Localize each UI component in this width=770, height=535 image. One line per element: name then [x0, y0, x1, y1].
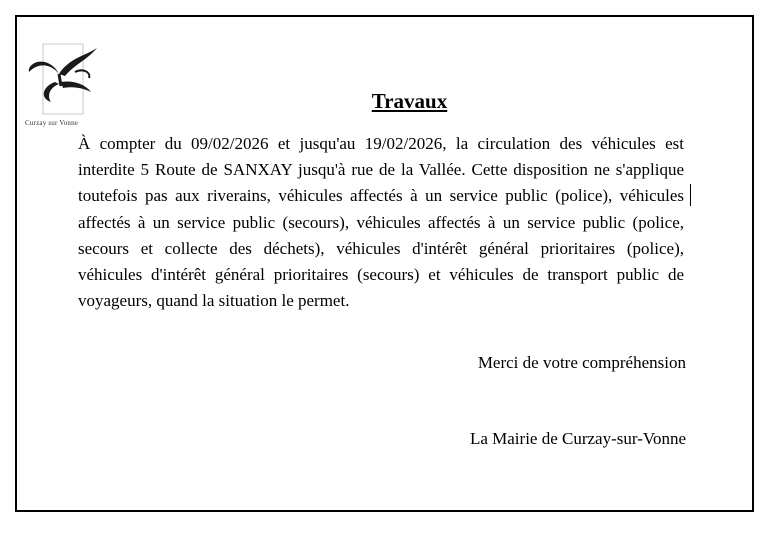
logo-caption: Curzay sur Vonne	[25, 119, 79, 127]
thanks-line: Merci de votre compréhension	[477, 353, 686, 372]
notice-frame	[15, 15, 754, 512]
signature-line: La Mairie de Curzay-sur-Vonne	[469, 429, 686, 448]
notice-title: Travaux	[371, 89, 448, 113]
text-cursor	[690, 184, 691, 206]
notice-body: À compter du 09/02/2026 et jusqu'au 19/02/2026, la circulation des véhicules est interdite 5 Route de SANXAY jusqu'à rue de la Vallée. Cette disposition ne s'applique toutefois pas aux riverains, véhicules affectés à un service public (police), véhicules affectés à un service public (secours), véhicules affectés à un service public (police, secours et collecte des déchets), véhicules d'intérêt général prioritaires (police), véhicules d'intérêt général prioritaires (secours) et véhicules de transport public de voyageurs, quand la situation le permet.	[78, 134, 684, 311]
